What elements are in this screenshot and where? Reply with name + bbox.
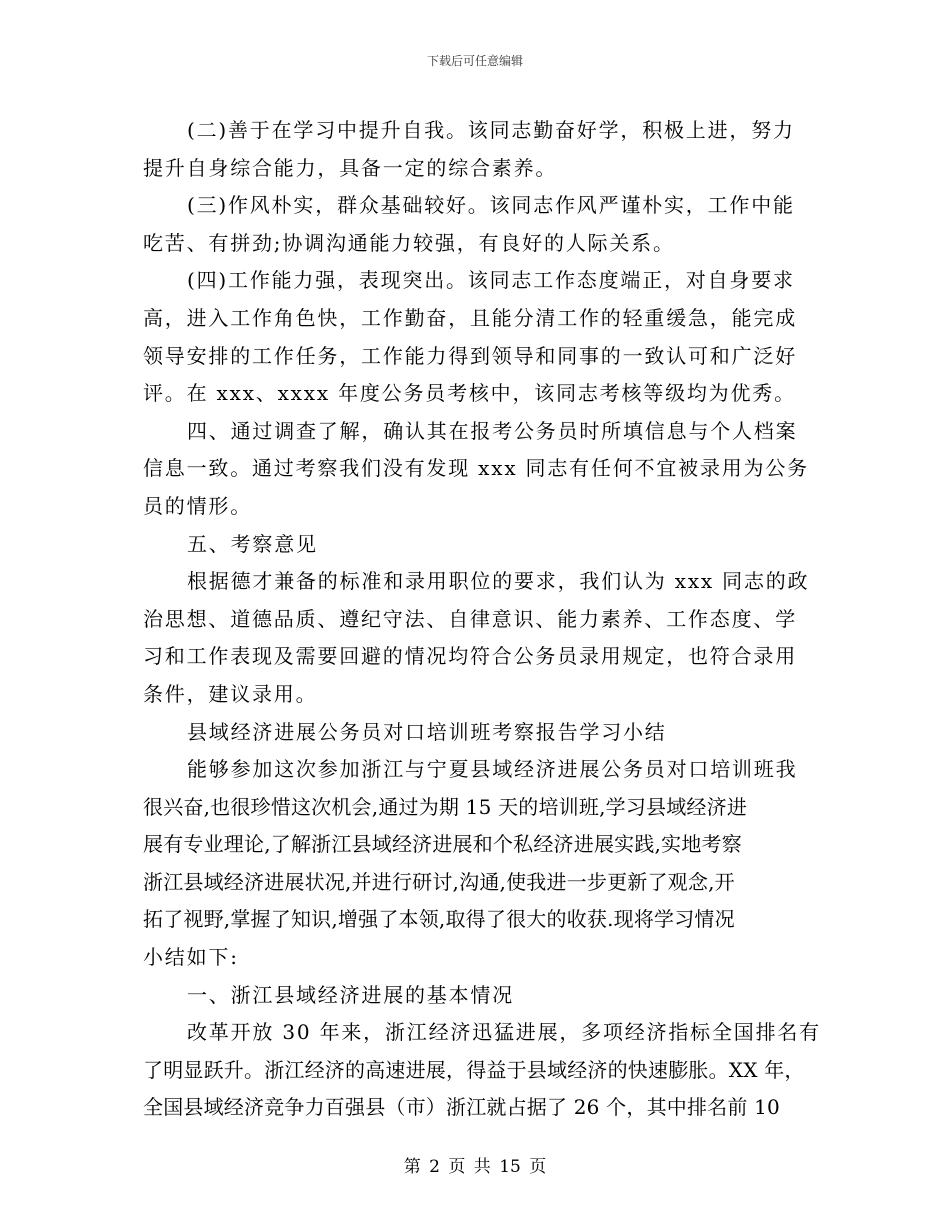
- text-line: 五、考察意见: [187, 531, 318, 556]
- text-line: 小结如下:: [143, 945, 239, 970]
- text-line: 能够参加这次参加浙江与宁夏县域经济进展公务员对口培训班我: [187, 757, 798, 782]
- text-line: 评。在 xxx、xxxx 年度公务员考核中，该同志考核等级均为优秀。: [143, 381, 796, 406]
- text-line: 信息一致。通过考察我们没有发现 xxx 同志有任何不宜被录用为公务: [143, 456, 809, 481]
- text-line: (二)善于在学习中提升自我。该同志勤奋好学，积极上进，努力: [187, 118, 795, 142]
- text-line: 治思想、道德品质、遵纪守法、自律意识、能力素养、工作态度、学: [143, 606, 797, 631]
- text-line: 很兴奋,也很珍惜这次机会,通过为期 15 天的培训班,学习县域经济进: [143, 794, 748, 819]
- text-line: 改革开放 30 年来，浙江经济迅猛进展，多项经济指标全国排名有: [187, 1020, 821, 1045]
- text-line: 提升自身综合能力，具备一定的综合素养。: [143, 155, 558, 180]
- text-line: 拓了视野,掌握了知识,增强了本领,取得了很大的收获.现将学习情况: [143, 907, 735, 932]
- text-line: 一、浙江县域经济进展的基本情况: [187, 982, 514, 1007]
- text-line: 员的情形。: [143, 493, 252, 518]
- text-line: 根据德才兼备的标准和录用职位的要求，我们认为 xxx 同志的政: [187, 569, 810, 594]
- text-line: (三)作风朴实，群众基础较好。该同志作风严谨朴实，工作中能: [187, 193, 795, 218]
- text-line: 习和工作表现及需要回避的情况均符合公务员录用规定，也符合录用: [143, 644, 797, 669]
- text-line: 了明显跃升。浙江经济的高速进展，得益于县域经济的快速膨胀。XX 年，: [143, 1057, 805, 1082]
- text-line: 展有专业理论,了解浙江县域经济进展和个私经济进展实践,实地考察: [143, 832, 742, 857]
- text-line: 高，进入工作角色快，工作勤奋，且能分清工作的轻重缓急，能完成: [143, 305, 797, 330]
- page-footer: 第 2 页 共 15 页: [403, 1157, 547, 1177]
- text-line: (四)工作能力强，表现突出。该同志工作态度端正，对自身要求: [187, 268, 795, 293]
- text-line: 四、通过调查了解，确认其在报考公务员时所填信息与个人档案: [187, 418, 798, 443]
- text-line: 条件，建议录用。: [143, 681, 318, 706]
- text-line: 县域经济进展公务员对口培训班考察报告学习小结: [187, 719, 667, 744]
- text-line: 全国县域经济竞争力百强县（市）浙江就占据了 26 个，其中排名前 10: [143, 1095, 780, 1120]
- text-line: 浙江县域经济进展状况,并进行研讨,沟通,使我进一步更新了观念,开: [143, 869, 735, 894]
- document-body: [143, 112, 821, 1127]
- text-line: 领导安排的工作任务，工作能力得到领导和同事的一致认可和广泛好: [143, 343, 797, 368]
- page-header: 下载后可任意编辑: [426, 54, 523, 68]
- text-line: 吃苦、有拼劲;协调沟通能力较强，有良好的人际关系。: [143, 230, 675, 255]
